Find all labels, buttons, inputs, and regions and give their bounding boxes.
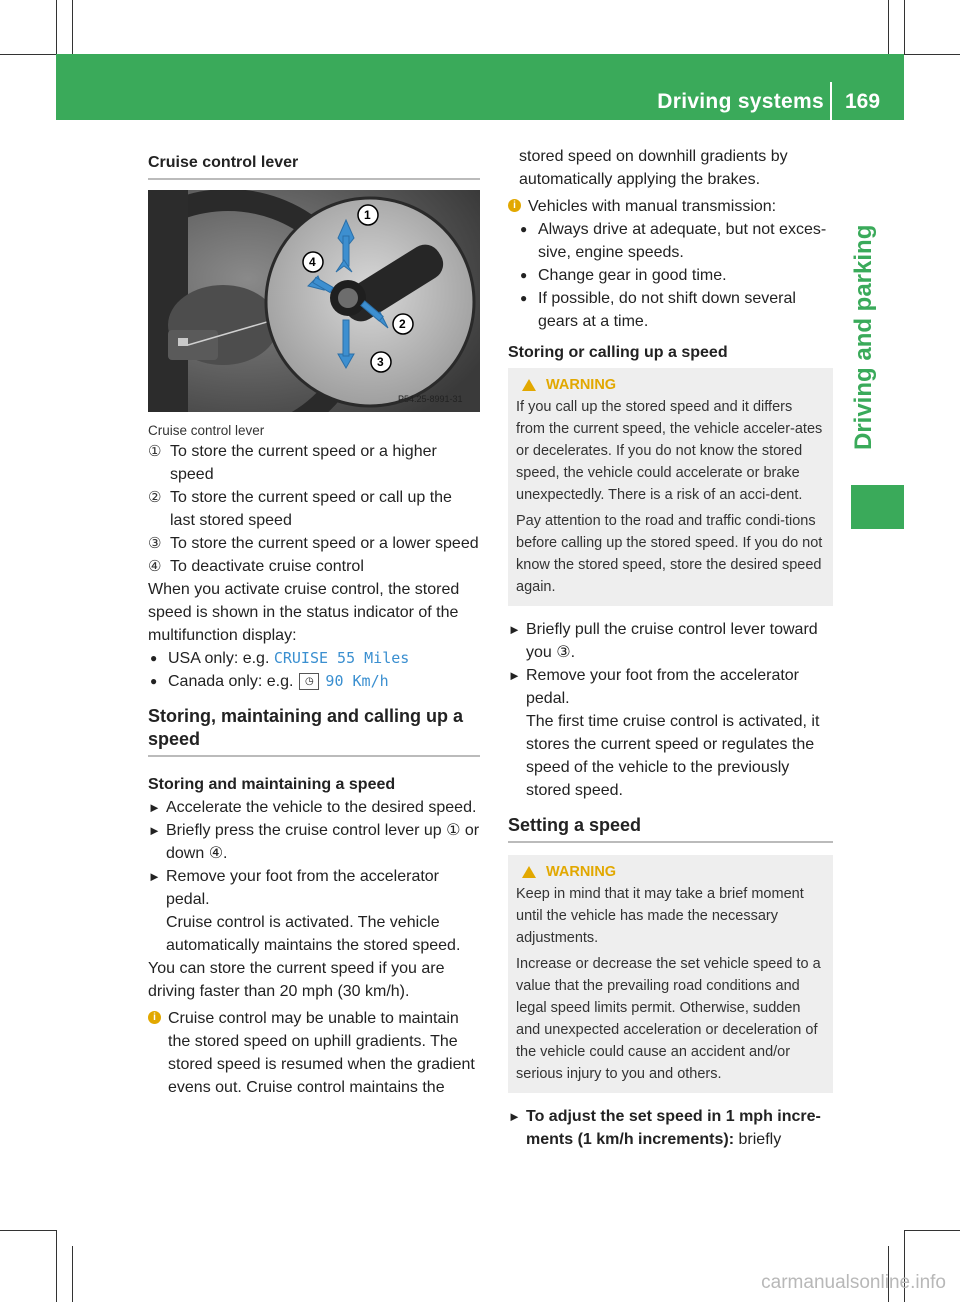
step-text: Briefly press the cruise control lever up ① or down ④.	[166, 822, 480, 862]
warning-label: WARNING	[546, 864, 617, 880]
sub-heading: Storing and maintaining a speed	[148, 776, 396, 793]
step-item: ► Remove your foot from the accelerator pedal. Cruise control is activated. The vehicle automatically maintains the stored speed.	[148, 868, 461, 954]
section-heading: Storing, maintaining and calling up a speed	[148, 706, 464, 749]
crop-mark	[888, 0, 889, 54]
page-number: 169	[845, 90, 881, 113]
figure-code: P54.25-8991-31	[398, 394, 463, 404]
left-column	[148, 145, 480, 1099]
footer-watermark: carmanualsonline.info	[761, 1272, 946, 1293]
info-note	[148, 1007, 480, 1099]
crop-mark	[904, 54, 960, 55]
crop-mark	[904, 1230, 960, 1231]
item-number: ①	[148, 443, 162, 460]
crop-mark	[0, 1230, 56, 1231]
side-tab-marker	[851, 485, 904, 529]
header-divider	[830, 82, 832, 120]
header-title: Driving systems	[657, 90, 824, 113]
step-text: Remove your foot from the accelerator pedal.	[526, 667, 800, 707]
warning-text: Keep in mind that it may take a brief moment until the vehicle has made the necessary adjustments.	[516, 886, 804, 946]
bullet-item: ● USA only: e.g. CRUISE 55 Miles	[150, 649, 410, 667]
cruise-control-photo	[148, 190, 480, 412]
callout-3: 3	[377, 355, 384, 369]
step-result: The first time cruise control is activated, it stores the current speed or regulates the speed of the vehicle to the previously stored speed.	[526, 713, 820, 799]
warning-text: Increase or decrease the set vehicle speed to a value that the prevailing road conditions and legal speed limits permit. Otherwise, sudden and unexpected acceleration or deceleration of the vehicle could cause an accident and/or serious injury to you and others.	[516, 956, 821, 1082]
rule	[148, 178, 480, 180]
list-item	[148, 555, 480, 578]
step-bold: To adjust the set speed in 1 mph incre-ments (1 km/h increments):	[526, 1108, 821, 1148]
paragraph: You can store the current speed if you are driving faster than 20 mph (30 km/h).	[148, 960, 445, 1000]
info-text: Cruise control may be unable to maintain the stored speed on uphill gradients. The stored speed is resumed when the gradient evens out. Cruise control maintains the	[168, 1010, 475, 1096]
warning-icon	[522, 379, 536, 391]
warning-icon	[522, 866, 536, 878]
item-text: To store the current speed or call up the last stored speed	[170, 489, 452, 529]
bullet-item: ● If possible, do not shift down several gears at a time.	[518, 287, 833, 333]
crop-mark	[56, 1230, 57, 1302]
heading-cruise-control-lever: Cruise control lever	[148, 154, 299, 171]
bullet-item: ● Change gear in good time.	[518, 264, 833, 287]
bullet-item: ● Always drive at adequate, but not exces-sive, engine speeds.	[518, 218, 833, 264]
list-item	[148, 440, 480, 486]
bullet-item: ● Canada only: e.g. ◷ 90 Km/h	[150, 672, 389, 690]
continued-text: stored speed on downhill gradients by automatically applying the brakes.	[519, 148, 788, 188]
crop-mark	[904, 0, 905, 54]
step-item: ► Accelerate the vehicle to the desired speed.	[148, 796, 480, 819]
canada-display-text: 90 Km/h	[325, 672, 389, 690]
info-icon: i	[148, 1011, 161, 1024]
side-tab-label: Driving and parking	[850, 224, 877, 450]
figure-caption: Cruise control lever	[148, 423, 265, 438]
paragraph: When you activate cruise control, the stored speed is shown in the status indicator of the multifunction display:	[148, 581, 460, 644]
crop-mark	[0, 54, 56, 55]
step-item: ► Briefly pull the cruise control lever toward you ③.	[508, 618, 833, 664]
warning-label: WARNING	[546, 377, 617, 393]
heading-storing-calling: Storing or calling up a speed	[508, 344, 728, 361]
callout-1: 1	[364, 208, 371, 222]
usa-prefix: USA only: e.g.	[168, 650, 270, 667]
warning-text: If you call up the stored speed and it differs from the current speed, the vehicle acceler-ates or decelerates. If you do not know the stored speed, the vehicle could accelerate or brake unexpectedly. There is a risk of an acci-dent.	[516, 399, 823, 503]
callout-2: 2	[399, 317, 406, 331]
step-result: Cruise control is activated. The vehicle automatically maintains the stored speed.	[166, 914, 461, 954]
bullet-text: Always drive at adequate, but not exces-sive, engine speeds.	[538, 221, 827, 261]
item-text: To deactivate cruise control	[170, 558, 364, 575]
step-text: Remove your foot from the accelerator pedal.	[166, 868, 440, 908]
item-text: To store the current speed or a higher speed	[170, 443, 437, 483]
step-text: Accelerate the vehicle to the desired speed.	[166, 799, 477, 816]
crop-mark	[72, 0, 73, 54]
speedometer-icon: ◷	[299, 673, 319, 690]
heading-setting-speed: Setting a speed	[508, 815, 642, 835]
step-item: ► Remove your foot from the accelerator pedal. The first time cruise control is activated, it stores the current speed or regulates the speed of the vehicle to the previously stored speed.	[508, 667, 820, 799]
info-icon: i	[508, 199, 521, 212]
step-item: ► To adjust the set speed in 1 mph incre-ments (1 km/h increments): briefly	[508, 1108, 821, 1148]
crop-mark	[56, 0, 57, 54]
canada-prefix: Canada only: e.g.	[168, 673, 294, 690]
list-item	[148, 532, 480, 555]
item-number: ②	[148, 489, 162, 506]
callout-4: 4	[309, 255, 316, 269]
item-number: ③	[148, 535, 162, 552]
warning-box	[508, 855, 833, 1093]
info-text: Vehicles with manual transmission:	[528, 198, 777, 215]
right-column	[508, 145, 833, 1151]
warning-box	[508, 368, 833, 606]
item-text: To store the current speed or a lower speed	[170, 535, 479, 552]
info-note	[508, 195, 833, 218]
list-item	[148, 486, 480, 532]
step-text: Briefly pull the cruise control lever toward you ③.	[526, 621, 818, 661]
item-number: ④	[148, 558, 162, 575]
warning-text: Pay attention to the road and traffic condi-tions before calling up the stored speed. If you do not know the stored speed, store the desired speed again.	[516, 513, 823, 595]
bullet-text: Change gear in good time.	[538, 267, 727, 284]
step-item: ► Briefly press the cruise control lever up ① or down ④.	[148, 819, 480, 865]
cruise-control-illustration	[148, 190, 480, 412]
bullet-text: If possible, do not shift down several gears at a time.	[538, 290, 796, 330]
crop-mark	[72, 1246, 73, 1302]
step-text: briefly	[734, 1131, 782, 1148]
usa-display-text: CRUISE 55 Miles	[273, 649, 410, 667]
